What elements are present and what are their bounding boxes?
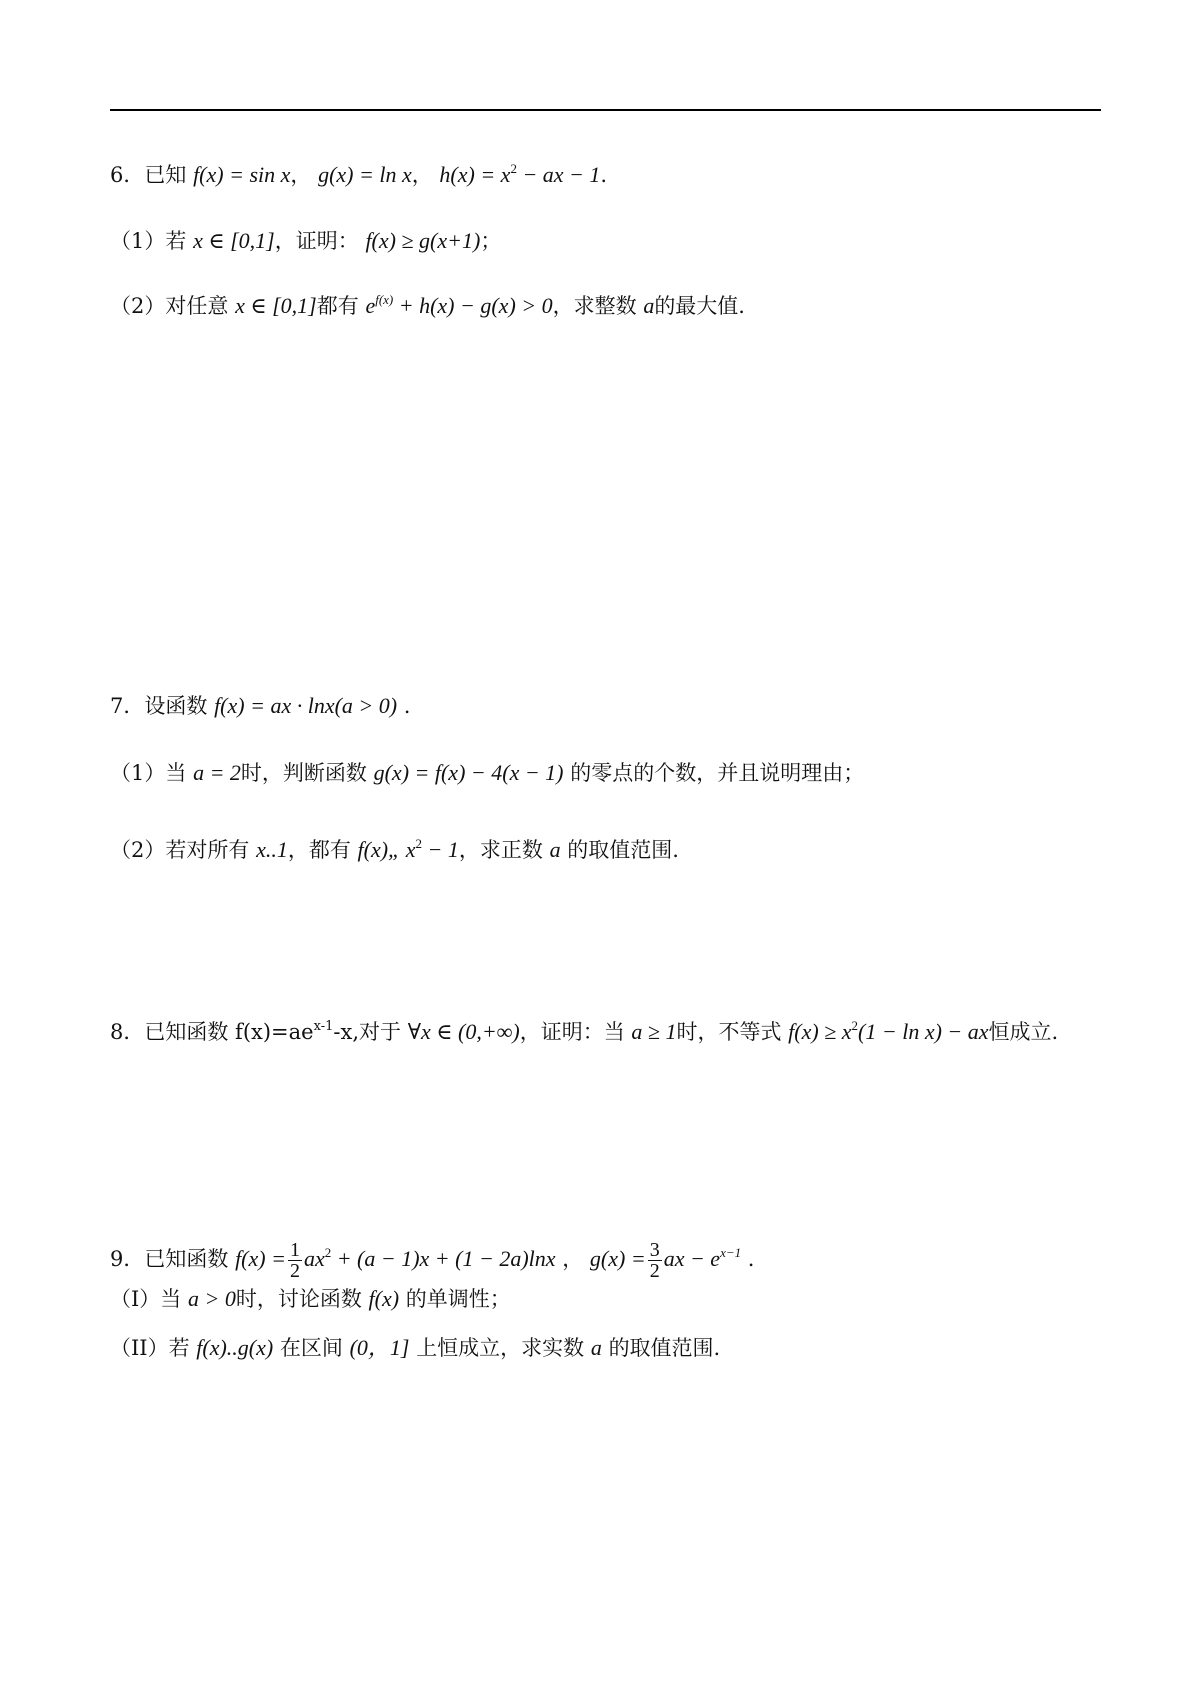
problem-9-part-2: （II）若 f(x)..g(x) 在区间 (0，1] 上恒成立，求实数 a 的取值范围.: [110, 1335, 721, 1360]
problem-number: 6．: [110, 163, 145, 187]
function-g: g(x) = ln x: [318, 162, 412, 187]
problem-8-stem: 8．已知函数 $f(x)=ae^{x-1}-x$,对于 ∀x ∈ (0,+∞)，证明：当 a ≥ 1时，不等式 $f(x) \ge x^2(1 - \ln x)$ − ax恒成立.: [110, 1018, 1059, 1044]
problem-number: 9．: [110, 1247, 145, 1271]
problem-6-part-1: （1）若 x ∈ [0,1]，证明： f(x) ≥ g(x+1)；: [110, 228, 502, 253]
problem-7-part-2: （2）若对所有 x..1，都有 f(x)„ $x^2 - 1$，求正数 a 的取值范围.: [110, 836, 679, 862]
header-rule: [110, 109, 1101, 111]
problem-number: 7．: [110, 694, 145, 718]
problem-9-part-1: （I）当 a > 0时，讨论函数 f(x) 的单调性；: [110, 1286, 511, 1311]
function-h: $h(x) = x^2$ − ax − 1: [439, 161, 601, 187]
problem-7-stem: 7．设函数 f(x) = ax · lnx(a > 0) .: [110, 693, 411, 718]
problem-9-stem: 9．已知函数 f(x) = $\frac{1}{2}$ $ax^2 + (a - 1)x + (1 - 2a)\ln x$ ， g(x) = $\frac{3}{2}$ ax − $e^{x-1}$ .: [110, 1239, 755, 1283]
problem-6-part-2: （2）对任意 x ∈ [0,1]都有 $e^{f(x)} + h(x) - g(x) > 0$，求整数 a的最大值.: [110, 292, 745, 318]
problem-number: 8．: [110, 1020, 145, 1044]
problem-6-stem: 6．已知 f(x) = sin x， g(x) = ln x， $h(x) = x^2$ − ax − 1.: [110, 161, 608, 187]
problem-7-part-1: （1）当 a = 2时，判断函数 g(x) = f(x) − 4(x − 1) 的零点的个数，并且说明理由；: [110, 760, 865, 785]
function-f: f(x) = sin x: [193, 162, 291, 187]
